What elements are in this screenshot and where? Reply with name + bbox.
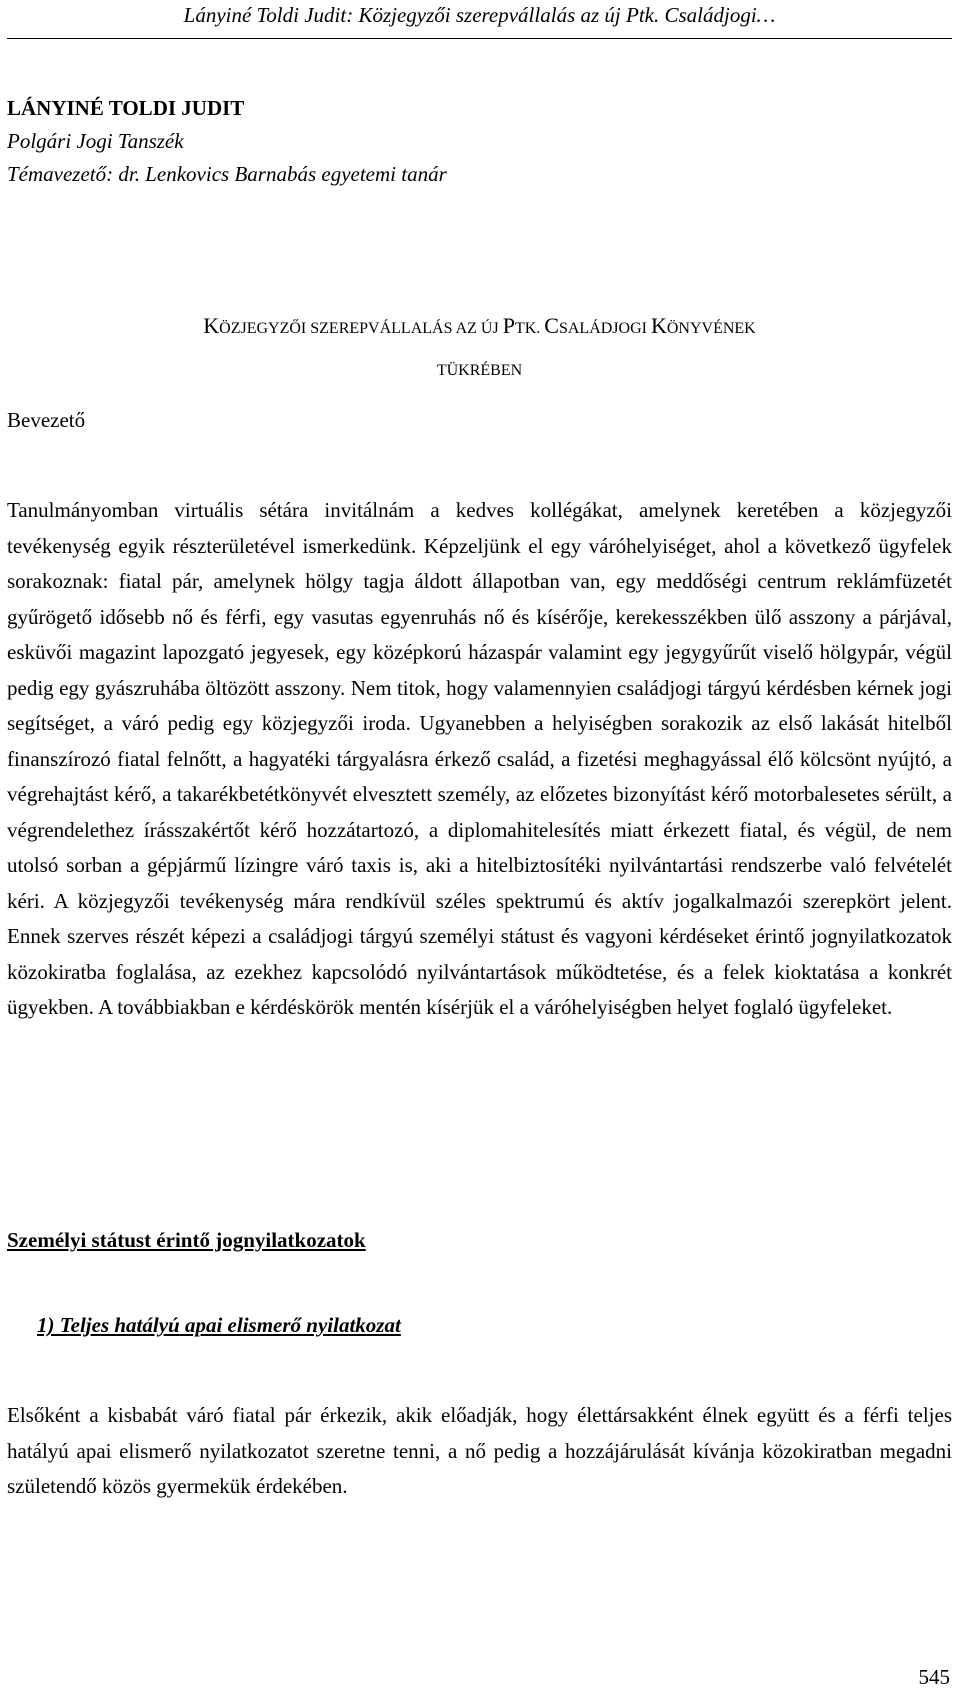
title-cap-3: C xyxy=(544,313,559,338)
title-cap-1: K xyxy=(203,313,220,338)
title-line-1 xyxy=(7,305,952,350)
intro-paragraph: Tanulmányomban virtuális sétára invitálnám a kedves kollégákat, amelynek keretében a közjegyzői tevékenység egyik részterületével ismerkedünk. Képzeljünk el egy váróhelyiséget, ahol a következő ügyfelek sorakoznak: fiatal pár, amelynek hölgy tagja áldott állapotban van, egy meddőségi centrum reklámfüzetét gyűrögető idősebb nő és férfi, egy vasutas egyenruhás nő és kísérője, kerekesszékben ülő asszony a párjával, esküvői magazint lapozgató jegyesek, egy középkorú házaspár valamint egy jegygyűrűt viselő hölgypár, végül pedig egy gyászruhába öltözött asszony. Nem titok, hogy valamennyien családjogi tárgyú kérdésben kérnek jogi segítséget, a váró pedig egy közjegyzői iroda. Ugyanebben a helyiségben sorakozik az első lakását hitelből finanszírozó fiatal felnőtt, a hagyatéki tárgyalásra érkező család, a fizetési meghagyással élő kölcsönt nyújtó, a végrehajtást kérő, a takarékbetétkönyvét elvesztett személy, az előzetes bizonyítást kérő motorbalesetes sérült, a végrendelethez írásszakértőt kérő hozzátartozó, a diplomahitelesítés miatt érkezett fiatal, és végül, de nem utolsó sorban a gépjármű lízingre váró taxis is, aki a hitelbiztosítéki nyilvántartási rendszerbe való felvételét kéri. A közjegyzői tevékenység mára rendkívül széles spektrumú és aktív jogalkalmazói szerepkört jelent. Ennek szerves részét képezi a családjogi tárgyú személyi státust és vagyoni kérdéseket érintő jognyilatkozatok közokiratba foglalása, az ezekhez kapcsolódó nyilvántartások működtetése, és a felek kioktatása a konkrét ügyekben. A továbbiakban e kérdéskörök mentén kísérjük el a váróhelyiségben helyet foglaló ügyfeleket. xyxy=(7,498,952,1019)
supervisor-label: Témavezető: xyxy=(7,162,114,186)
title-cap-2: P xyxy=(502,313,515,338)
supervisor-name: dr. Lenkovics Barnabás egyetemi tanár xyxy=(113,162,447,186)
title-rest-1: ÖZJEGYZŐI SZEREPVÁLLALÁS AZ ÚJ xyxy=(219,320,503,337)
title-rest-3: SALÁDJOGI xyxy=(558,320,651,337)
article-title xyxy=(7,305,952,392)
title-rest-4: ÖNYVÉNEK xyxy=(666,320,756,337)
author-department: Polgári Jogi Tanszék xyxy=(7,129,184,153)
subsection-heading: 1) Teljes hatályú apai elismerő nyilatkozat xyxy=(37,1313,401,1337)
intro-heading: Bevezető xyxy=(7,408,86,432)
section-paragraph: Elsőként a kisbabát váró fiatal pár érkezik, akik előadják, hogy élettársakként élnek együtt és a férfi teljes hatályú apai elismerő nyilatkozatot szeretne tenni, a nő pedig a hozzájárulását kívánja közokiratban megadni születendő közös gyermekük érdekében. xyxy=(7,1403,952,1498)
title-line-2: TÜKRÉBEN xyxy=(436,362,523,379)
title-rest-2: TK. xyxy=(514,320,545,337)
section-heading: Személyi státust érintő jognyilatkozatok xyxy=(7,1228,366,1252)
header-rule xyxy=(7,38,952,39)
author-supervisor-line xyxy=(7,158,447,191)
page-number: 545 xyxy=(918,1665,950,1689)
author-name: LÁNYINÉ TOLDI JUDIT xyxy=(7,96,245,120)
title-cap-4: K xyxy=(650,313,667,338)
author-block xyxy=(7,92,447,191)
running-header: Lányiné Toldi Judit: Közjegyzői szerepvállalás az új Ptk. Családjogi… xyxy=(183,3,776,27)
